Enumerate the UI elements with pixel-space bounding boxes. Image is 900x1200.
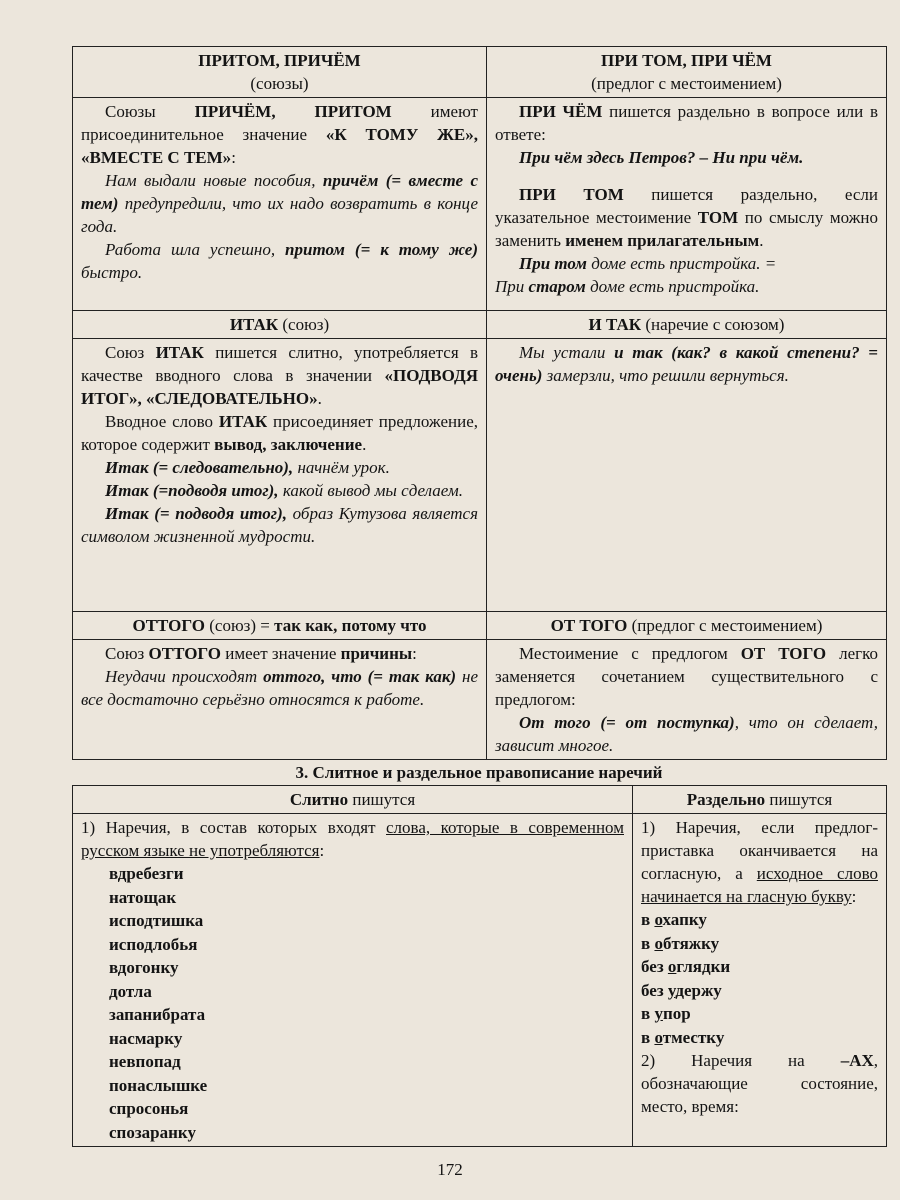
pri-tom-header (487, 47, 887, 98)
ot-togo-header (487, 612, 887, 640)
itak-subtitle: (союз) (278, 315, 330, 334)
adverbs-table (72, 785, 887, 1147)
fused-adverb: насмарку (109, 1028, 183, 1048)
pri-tom-rule: ПРИ ТОМ пишется раздельно, если указательное местоимение ТОМ по смыслу можно заменить именем прилагательным. (495, 185, 878, 250)
i-tak-example: Мы устали и так (как? в какой степени? = очень) замерзли, что решили вернуться. (495, 343, 878, 385)
pri-chem-rule: ПРИ ЧЁМ пишется раздельно в вопросе или в ответе: (495, 102, 878, 144)
conjunctions-table (72, 46, 887, 760)
pritom-header (73, 47, 487, 98)
pritom-example-1: Нам выдали новые пособия, причём (= вместе с тем) предупредили, что их надо возвратить в конце года. (81, 171, 478, 236)
ottogo-rule: Союз ОТТОГО имеет значение причины: (105, 644, 417, 663)
fused-rule: 1) Наречия, в состав которых входят слова, которые в современном русском языке не употребляются: (81, 818, 624, 860)
separate-adverb: в упор (641, 1004, 691, 1023)
pri-tom-body (487, 98, 887, 311)
separate-adverb: в обтяжку (641, 933, 720, 953)
ottogo-meaning: так как, потому что (274, 616, 427, 635)
pri-tom-title: ПРИ ТОМ, ПРИ ЧЁМ (601, 51, 772, 70)
i-tak-body (487, 339, 887, 612)
ottogo-body (73, 640, 487, 760)
fused-adverb: понаслышке (109, 1075, 208, 1095)
ot-togo-body (487, 640, 887, 760)
ottogo-subtitle: (союз) = (205, 616, 275, 635)
separate-rule-1: 1) Наречия, если предлог-приставка оканчивается на согласную, а исходное слово начинается на гласную букву: (641, 818, 878, 906)
itak-example-1: Итак (= следовательно), начнём урок. (105, 458, 390, 477)
fused-adverb: вдогонку (109, 958, 179, 977)
i-tak-header (487, 311, 887, 339)
ot-togo-title: ОТ ТОГО (550, 616, 628, 635)
itak-example-3: Итак (= подводя итог), образ Кутузова является символом жизненной мудрости. (81, 504, 478, 546)
itak-body (73, 339, 487, 612)
pri-tom-subtitle: (предлог с местоимением) (591, 74, 782, 93)
fused-adverb: спозаранку (109, 1122, 196, 1142)
separate-body (633, 814, 887, 1147)
fused-adverb: запанибрата (109, 1005, 206, 1024)
itak-example-2: Итак (=подводя итог), какой вывод мы сделаем. (105, 481, 463, 500)
itak-title: ИТАК (229, 315, 279, 334)
ottogo-example: Неудачи происходят оттого, что (= так как) не все достаточно серьёзно относятся к работе. (81, 667, 478, 709)
i-tak-subtitle: (наречие с союзом) (641, 315, 785, 334)
section-title: 3. Слитное и раздельное правописание наречий (295, 763, 663, 782)
fused-adverb: исподлобья (109, 934, 198, 954)
ot-togo-rule: Местоимение с предлогом ОТ ТОГО легко заменяется сочетанием существительного с предлогом: (495, 644, 879, 709)
separate-adverb: в отместку (641, 1027, 725, 1047)
ottogo-header (73, 612, 487, 640)
i-tak-title: И ТАК (588, 315, 642, 334)
fused-body (73, 814, 633, 1147)
itak-header (73, 311, 487, 339)
fused-header: Слитно пишутся (73, 786, 633, 814)
separate-header: Раздельно пишутся (633, 786, 887, 814)
separate-adverb: без оглядки (641, 957, 731, 976)
ot-togo-subtitle: (предлог с местоимением) (627, 616, 823, 635)
fused-adverb: дотла (109, 981, 152, 1001)
pritom-example-2: Работа шла успешно, притом (= к тому же) быстро. (81, 240, 478, 282)
fused-adverb: натощак (109, 887, 177, 907)
separate-rule-2: 2) Наречия на –АХ, обозначающие состояние, место, время: (641, 1051, 878, 1116)
fused-adverb: спросонья (109, 1099, 189, 1118)
separate-adverb: без удержу (641, 980, 722, 1000)
pritom-title: ПРИТОМ, ПРИЧЁМ (198, 51, 361, 70)
separate-word-list (641, 908, 878, 1049)
pritom-subtitle: (союзы) (250, 74, 309, 93)
itak-rule-2: Вводное слово ИТАК присоединяет предложение, которое содержит вывод, заключение. (81, 412, 478, 454)
separate-adverb: в охапку (641, 910, 707, 929)
ottogo-title: ОТТОГО (132, 616, 206, 635)
pri-chem-example: При чём здесь Петров? – Ни при чём. (519, 148, 804, 167)
fused-adverb: исподтишка (109, 911, 204, 930)
fused-word-list (81, 862, 624, 1144)
pri-tom-example-2: При старом доме есть пристройка. (495, 277, 760, 296)
page-number: 172 (437, 1160, 463, 1179)
pritom-rule: Союзы ПРИЧЁМ, ПРИТОМ имеют присоединительное значение «К ТОМУ ЖЕ», «ВМЕСТЕ С ТЕМ»: (81, 102, 478, 167)
itak-rule-1: Союз ИТАК пишется слитно, употребляется в качестве вводного слова в значении «ПОДВОДЯ ИТОГ», «СЛЕДОВАТЕЛЬНО». (81, 343, 478, 408)
ot-togo-example: От того (= от поступка), что он сделает, зависит многое. (495, 713, 879, 755)
fused-adverb: вдребезги (109, 864, 184, 883)
fused-adverb: невпопад (109, 1052, 181, 1071)
pri-tom-example-1: При том доме есть пристройка. = (519, 254, 777, 273)
pritom-body (73, 98, 487, 311)
